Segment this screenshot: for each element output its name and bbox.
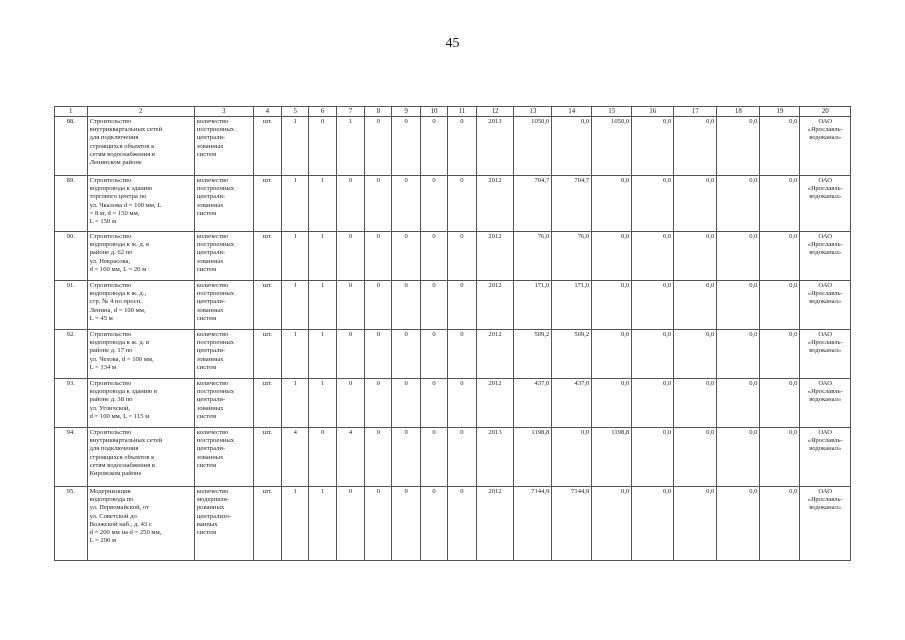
value-cell: 1: [282, 330, 309, 379]
value-cell: 0: [448, 117, 476, 176]
column-number-cell: 3: [194, 107, 253, 117]
amount-cell: 0,0: [674, 379, 717, 428]
year-cell: 2013: [476, 428, 514, 487]
column-number-cell: 17: [674, 107, 717, 117]
organization-cell: ОАО «Ярославль- водоканал»: [800, 176, 851, 232]
value-cell: 1: [309, 330, 336, 379]
value-cell: 0: [448, 281, 476, 330]
value-cell: 1: [282, 281, 309, 330]
value-cell: 0: [448, 428, 476, 487]
value-cell: 1: [282, 487, 309, 561]
value-cell: 0: [365, 379, 392, 428]
column-number-cell: 5: [282, 107, 309, 117]
event-name-cell: Строительство водопровода к ж. д., стр. № 4 по просп. Ленина, d = 100 мм, L = 45 м: [87, 281, 194, 330]
amount-cell: 0,0: [632, 117, 674, 176]
value-cell: 0: [420, 487, 447, 561]
value-cell: 0: [392, 428, 420, 487]
value-cell: 0: [336, 379, 364, 428]
value-cell: 0: [392, 117, 420, 176]
amount-cell: 0,0: [674, 487, 717, 561]
table-row: [55, 281, 851, 330]
unit-cell: шт.: [253, 487, 281, 561]
amount-cell: 1050,0: [592, 117, 632, 176]
value-cell: 0: [420, 379, 447, 428]
event-name-cell: Строительство водопровода к зданию торгового центра по ул. Чкалова d = 100 мм, L = 8 м; d = 150 мм, L = 150 м: [87, 176, 194, 232]
year-cell: 2012: [476, 281, 514, 330]
amount-cell: 1198,8: [514, 428, 552, 487]
value-cell: 0: [336, 330, 364, 379]
event-name-cell: Строительство внутриквартальных сетей для подключения строящихся объектов к сетям водоснабжения в Кировском районе: [87, 428, 194, 487]
year-cell: 2012: [476, 487, 514, 561]
value-cell: 0: [365, 487, 392, 561]
indicator-cell: количество построенных централи- зованных систем: [194, 232, 253, 281]
indicator-cell: количество построенных централи- зованных систем: [194, 428, 253, 487]
value-cell: 4: [336, 428, 364, 487]
column-number-cell: 2: [87, 107, 194, 117]
row-number-cell: 93.: [55, 379, 88, 428]
organization-cell: ОАО «Ярославль- водоканал»: [800, 117, 851, 176]
value-cell: 0: [365, 281, 392, 330]
value-cell: 1: [309, 379, 336, 428]
column-number-cell: 14: [552, 107, 592, 117]
value-cell: 0: [365, 232, 392, 281]
amount-cell: 1198,8: [592, 428, 632, 487]
indicator-cell: количество построенных централи- зованных систем: [194, 176, 253, 232]
value-cell: 0: [420, 117, 447, 176]
organization-cell: ОАО «Ярославль- водоканал»: [800, 487, 851, 561]
amount-cell: 0,0: [717, 379, 760, 428]
event-name-cell: Строительство внутриквартальных сетей для подключения строящихся объектов к сетям водоснабжения в Ленинском районе: [87, 117, 194, 176]
value-cell: 0: [309, 117, 336, 176]
organization-cell: ОАО «Ярославль- водоканал»: [800, 330, 851, 379]
column-number-cell: 16: [632, 107, 674, 117]
amount-cell: 0,0: [717, 330, 760, 379]
amount-cell: 704,7: [514, 176, 552, 232]
organization-cell: ОАО «Ярославль- водоканал»: [800, 232, 851, 281]
table-row: [55, 232, 851, 281]
year-cell: 2012: [476, 379, 514, 428]
amount-cell: 0,0: [717, 176, 760, 232]
row-number-cell: 91.: [55, 281, 88, 330]
amount-cell: 0,0: [674, 428, 717, 487]
column-number-cell: 11: [448, 107, 476, 117]
amount-cell: 0,0: [632, 379, 674, 428]
column-number-cell: 7: [336, 107, 364, 117]
column-number-cell: 4: [253, 107, 281, 117]
amount-cell: 0,0: [592, 330, 632, 379]
amount-cell: 0,0: [760, 487, 800, 561]
value-cell: 0: [420, 330, 447, 379]
amount-cell: 0,0: [760, 428, 800, 487]
amount-cell: 171,0: [552, 281, 592, 330]
table-body: [55, 107, 851, 561]
value-cell: 1: [282, 379, 309, 428]
indicator-cell: количество построенных централи- зованных систем: [194, 379, 253, 428]
unit-cell: шт.: [253, 330, 281, 379]
amount-cell: 7144,9: [552, 487, 592, 561]
event-name-cell: Строительство водопровода к зданию в районе д. 38 по ул. Угличской, d = 100 мм, L = 115 м: [87, 379, 194, 428]
unit-cell: шт.: [253, 379, 281, 428]
amount-cell: 0,0: [592, 487, 632, 561]
column-number-cell: 18: [717, 107, 760, 117]
indicator-cell: количество построенных централи- зованных систем: [194, 330, 253, 379]
value-cell: 0: [420, 176, 447, 232]
amount-cell: 0,0: [760, 176, 800, 232]
amount-cell: 1050,0: [514, 117, 552, 176]
page-number: 45: [445, 36, 460, 51]
table-row: [55, 379, 851, 428]
amount-cell: 171,0: [514, 281, 552, 330]
value-cell: 0: [392, 330, 420, 379]
amount-cell: 0,0: [717, 117, 760, 176]
column-number-cell: 19: [760, 107, 800, 117]
organization-cell: ОАО «Ярославль- водоканал»: [800, 281, 851, 330]
column-number-cell: 12: [476, 107, 514, 117]
value-cell: 1: [282, 117, 309, 176]
amount-cell: 0,0: [674, 281, 717, 330]
event-name-cell: Модернизация водопровода по ул. Первомайской, от ул. Советской до Волжской наб., д. 43 с d = 200 мм на d = 250 мм, L = 290 м: [87, 487, 194, 561]
indicator-cell: количество модернизи- рованных централизо- ванных систем: [194, 487, 253, 561]
amount-cell: 0,0: [632, 281, 674, 330]
amount-cell: 0,0: [632, 428, 674, 487]
year-cell: 2012: [476, 176, 514, 232]
row-number-cell: 89.: [55, 176, 88, 232]
amount-cell: 0,0: [760, 379, 800, 428]
amount-cell: 437,0: [552, 379, 592, 428]
row-number-cell: 92.: [55, 330, 88, 379]
value-cell: 0: [336, 487, 364, 561]
amount-cell: 0,0: [592, 176, 632, 232]
value-cell: 0: [365, 176, 392, 232]
value-cell: 1: [309, 487, 336, 561]
amount-cell: 437,0: [514, 379, 552, 428]
amount-cell: 0,0: [674, 176, 717, 232]
year-cell: 2013: [476, 117, 514, 176]
value-cell: 1: [309, 176, 336, 232]
amount-cell: 509,2: [514, 330, 552, 379]
value-cell: 0: [365, 428, 392, 487]
amount-cell: 0,0: [760, 117, 800, 176]
value-cell: 0: [448, 330, 476, 379]
amount-cell: 0,0: [674, 232, 717, 281]
row-number-cell: 94.: [55, 428, 88, 487]
amount-cell: 0,0: [632, 330, 674, 379]
value-cell: 0: [365, 117, 392, 176]
table-row: [55, 428, 851, 487]
table-row: [55, 117, 851, 176]
value-cell: 0: [420, 232, 447, 281]
value-cell: 1: [309, 232, 336, 281]
amount-cell: 76,0: [514, 232, 552, 281]
value-cell: 0: [336, 281, 364, 330]
amount-cell: 0,0: [717, 428, 760, 487]
column-number-cell: 20: [800, 107, 851, 117]
column-number-cell: 6: [309, 107, 336, 117]
value-cell: 0: [420, 428, 447, 487]
event-name-cell: Строительство водопровода к ж. д. в районе д. 17 по ул. Чехова, d = 100 мм, L = 134 м: [87, 330, 194, 379]
amount-cell: 0,0: [592, 281, 632, 330]
value-cell: 1: [336, 117, 364, 176]
amount-cell: 0,0: [760, 281, 800, 330]
organization-cell: ОАО «Ярославль- водоканал»: [800, 428, 851, 487]
year-cell: 2012: [476, 330, 514, 379]
year-cell: 2012: [476, 232, 514, 281]
amount-cell: 509,2: [552, 330, 592, 379]
value-cell: 0: [448, 487, 476, 561]
unit-cell: шт.: [253, 117, 281, 176]
value-cell: 0: [392, 232, 420, 281]
amount-cell: 0,0: [717, 232, 760, 281]
unit-cell: шт.: [253, 281, 281, 330]
value-cell: 0: [448, 379, 476, 428]
indicator-cell: количество построенных централи- зованных систем: [194, 117, 253, 176]
amount-cell: 0,0: [760, 330, 800, 379]
amount-cell: 0,0: [552, 117, 592, 176]
table-row: [55, 176, 851, 232]
value-cell: 1: [282, 232, 309, 281]
value-cell: 0: [392, 176, 420, 232]
column-number-cell: 8: [365, 107, 392, 117]
value-cell: 0: [336, 176, 364, 232]
column-number-cell: 10: [420, 107, 447, 117]
amount-cell: 0,0: [717, 281, 760, 330]
unit-cell: шт.: [253, 232, 281, 281]
column-number-cell: 9: [392, 107, 420, 117]
value-cell: 0: [365, 330, 392, 379]
indicator-cell: количество построенных централи- зованных систем: [194, 281, 253, 330]
unit-cell: шт.: [253, 428, 281, 487]
amount-cell: 0,0: [717, 487, 760, 561]
value-cell: 0: [420, 281, 447, 330]
value-cell: 4: [282, 428, 309, 487]
table-row: [55, 330, 851, 379]
table-row: [55, 487, 851, 561]
amount-cell: 0,0: [592, 379, 632, 428]
value-cell: 1: [309, 281, 336, 330]
value-cell: 0: [309, 428, 336, 487]
amount-cell: 0,0: [632, 232, 674, 281]
column-number-cell: 1: [55, 107, 88, 117]
organization-cell: ОАО «Ярославль- водоканал»: [800, 379, 851, 428]
header-row: [55, 107, 851, 117]
amount-cell: 0,0: [760, 232, 800, 281]
value-cell: 0: [448, 176, 476, 232]
unit-cell: шт.: [253, 176, 281, 232]
row-number-cell: 88.: [55, 117, 88, 176]
value-cell: 0: [392, 281, 420, 330]
amount-cell: 704,7: [552, 176, 592, 232]
amount-cell: 0,0: [674, 117, 717, 176]
amount-cell: 0,0: [674, 330, 717, 379]
event-name-cell: Строительство водопровода к ж. д. в районе д. 62 по ул. Некрасова, d = 100 мм, L = 20 м: [87, 232, 194, 281]
value-cell: 0: [448, 232, 476, 281]
amount-cell: 0,0: [632, 487, 674, 561]
amount-cell: 76,0: [552, 232, 592, 281]
value-cell: 0: [336, 232, 364, 281]
program-table: [54, 106, 851, 561]
row-number-cell: 90.: [55, 232, 88, 281]
column-number-cell: 13: [514, 107, 552, 117]
amount-cell: 0,0: [592, 232, 632, 281]
column-number-cell: 15: [592, 107, 632, 117]
value-cell: 1: [282, 176, 309, 232]
value-cell: 0: [392, 487, 420, 561]
amount-cell: 7144,9: [514, 487, 552, 561]
amount-cell: 0,0: [552, 428, 592, 487]
value-cell: 0: [392, 379, 420, 428]
row-number-cell: 95.: [55, 487, 88, 561]
amount-cell: 0,0: [632, 176, 674, 232]
